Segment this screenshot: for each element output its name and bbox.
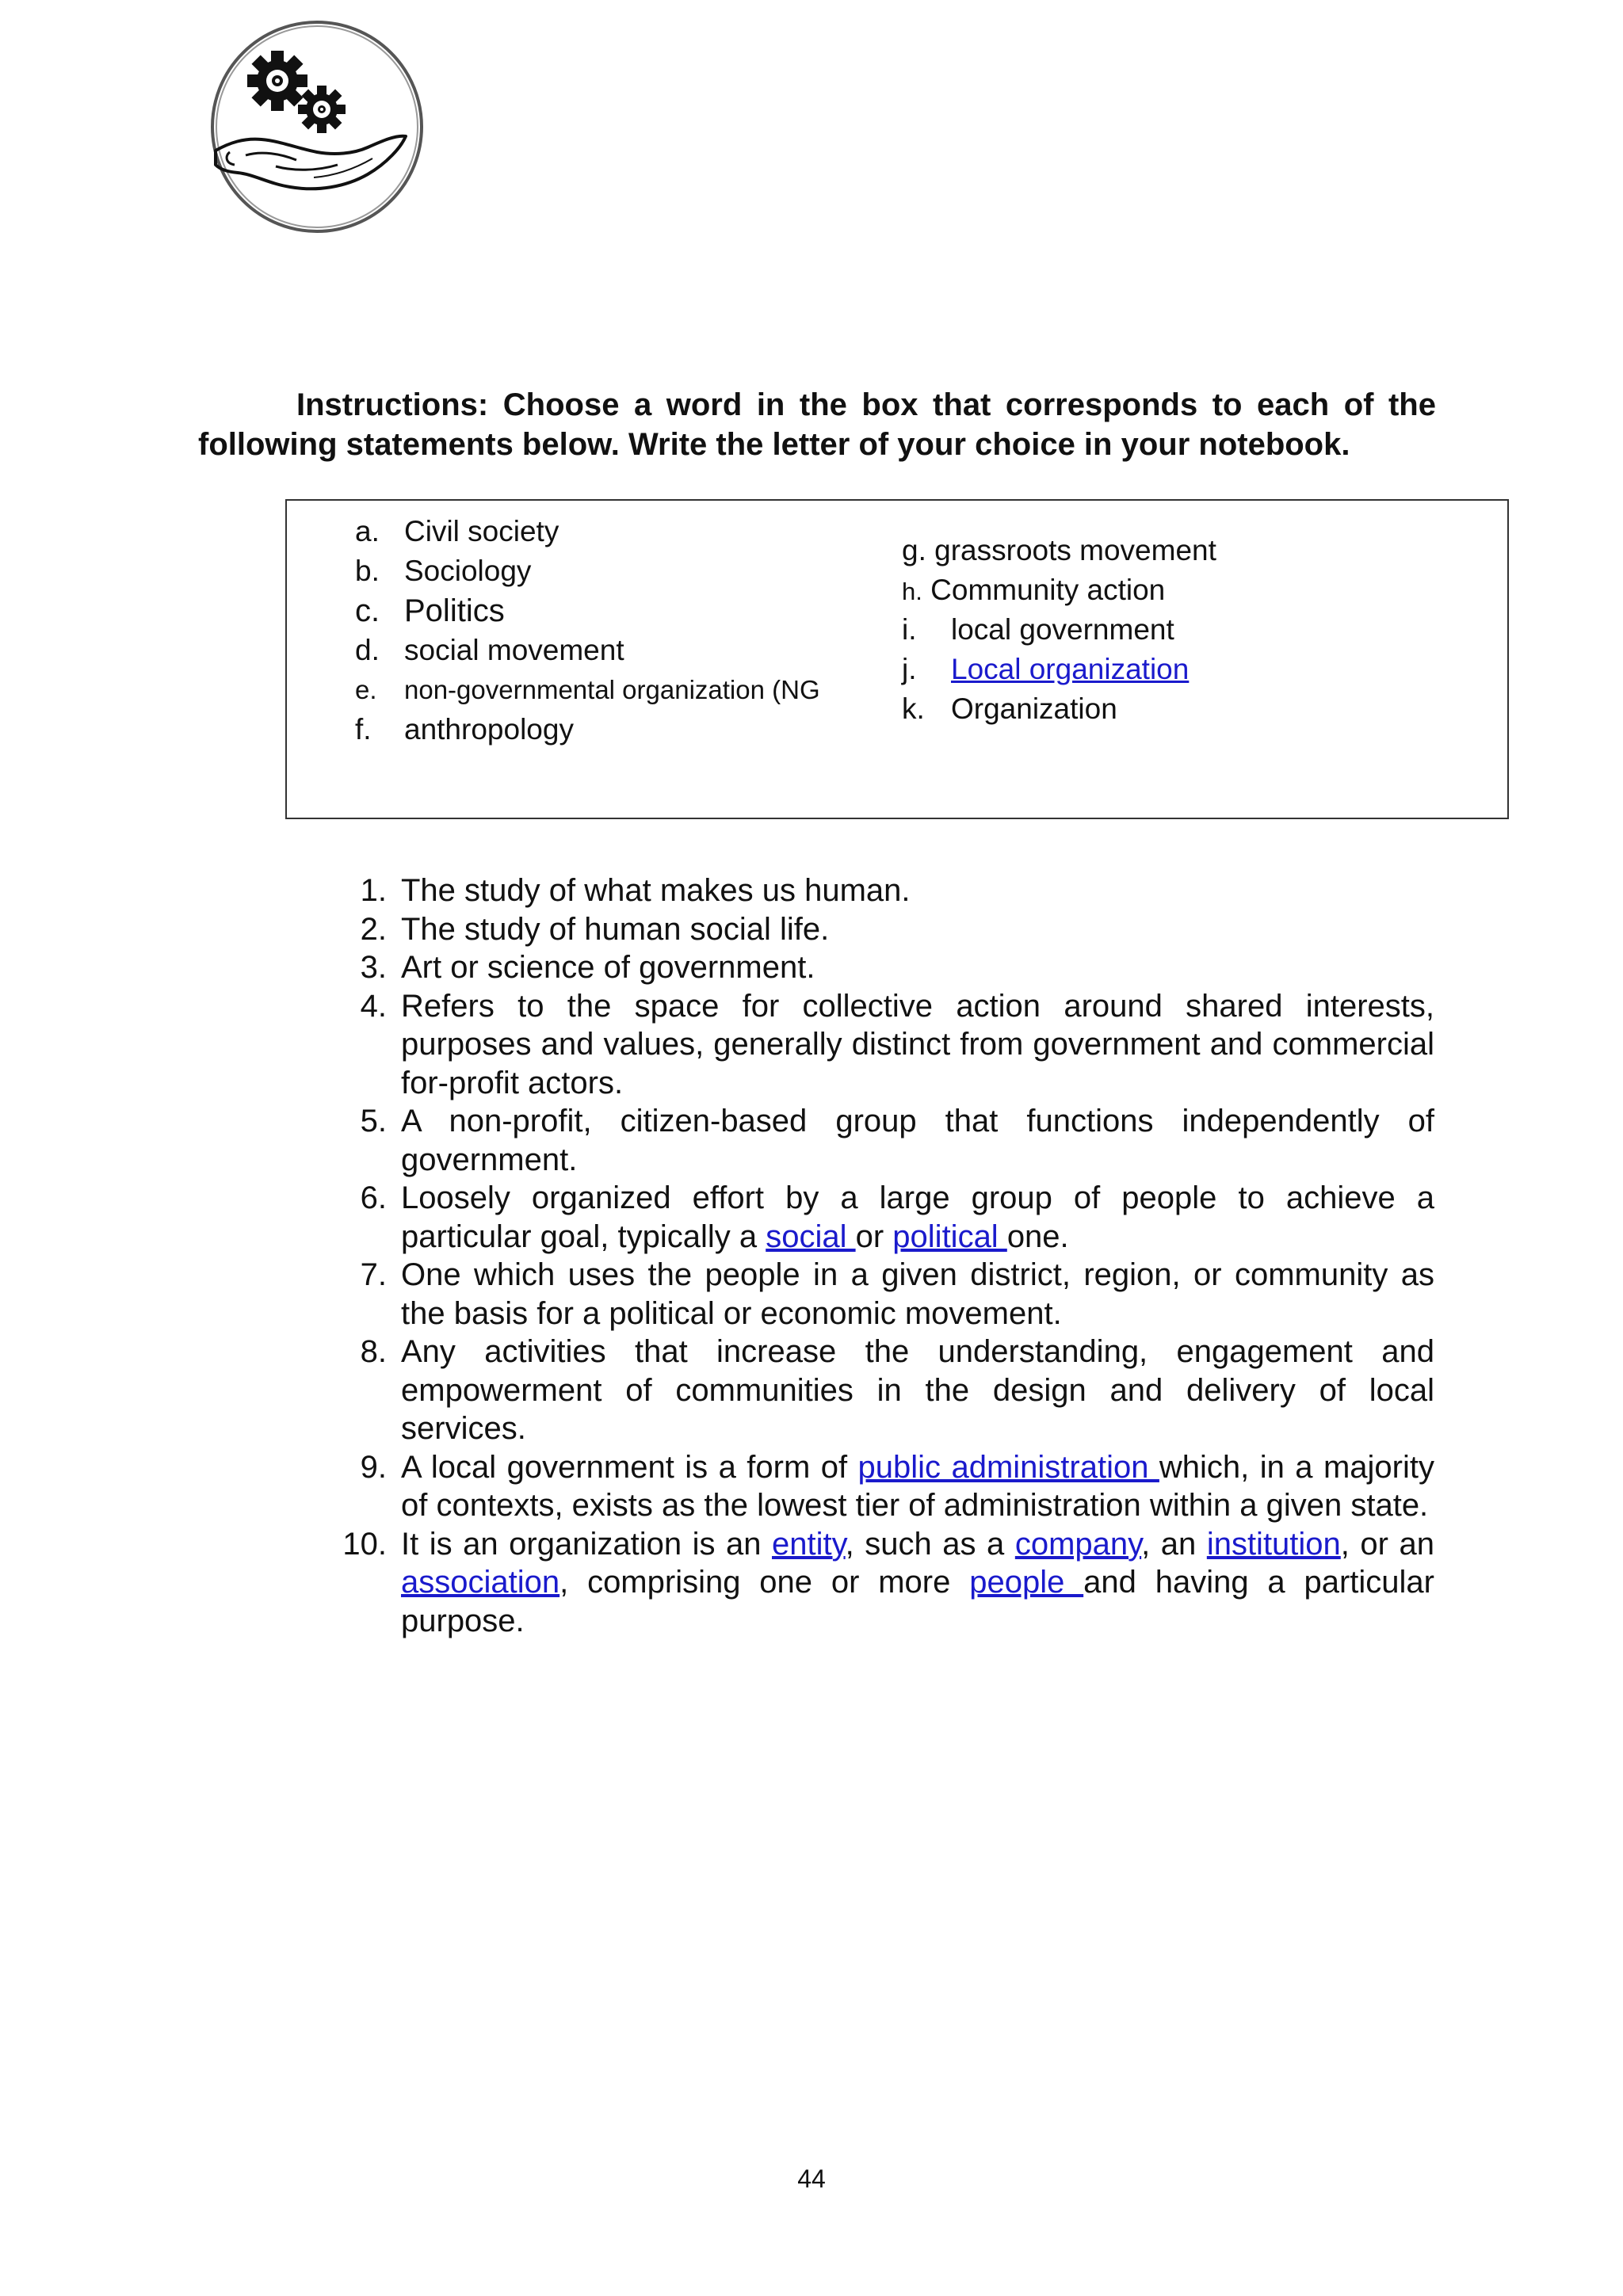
statement-4 bbox=[341, 987, 1434, 1103]
statement-number: 8. bbox=[360, 1334, 387, 1369]
choice-letter: f. bbox=[355, 713, 372, 746]
association-link[interactable]: association bbox=[401, 1565, 560, 1600]
statement-number: 1. bbox=[360, 873, 387, 908]
statement-text: One which uses the people in a given district, region, or community as the basis for a political or economic movement. bbox=[401, 1257, 1434, 1331]
choice-j bbox=[902, 650, 1457, 689]
choice-h bbox=[902, 570, 1457, 610]
choice-word: Civil society bbox=[404, 515, 559, 547]
statement-10 bbox=[341, 1525, 1434, 1641]
gears-in-hand-icon bbox=[198, 8, 436, 246]
choices-left-column bbox=[355, 512, 831, 749]
choice-letter: b. bbox=[355, 555, 380, 587]
statement-7 bbox=[341, 1256, 1434, 1333]
statement-text: or bbox=[855, 1219, 893, 1254]
political-link[interactable]: political bbox=[892, 1219, 1007, 1254]
choices-right-column bbox=[902, 531, 1457, 729]
choice-letter: e. bbox=[355, 675, 377, 704]
statement-text: The study of human social life. bbox=[401, 911, 830, 947]
choice-box bbox=[285, 499, 1509, 819]
company-link[interactable]: company bbox=[1014, 1526, 1142, 1562]
statement-number: 3. bbox=[360, 950, 387, 985]
page-number: 44 bbox=[797, 2164, 826, 2193]
choice-g bbox=[902, 531, 1457, 570]
statement-text: Loosely organized effort by a large group of people to achieve a particular goal, typically a bbox=[401, 1180, 1434, 1254]
statement-text: It is an organization is an bbox=[401, 1526, 773, 1562]
statement-number: 10. bbox=[342, 1526, 387, 1562]
choice-word: non-governmental organization (NG bbox=[404, 675, 820, 704]
statement-2 bbox=[341, 910, 1434, 949]
choice-letter: h. bbox=[902, 578, 922, 605]
choice-word: Sociology bbox=[404, 555, 532, 587]
statement-text: , an bbox=[1141, 1526, 1207, 1562]
choice-letter: d. bbox=[355, 634, 380, 666]
choice-word: Politics bbox=[404, 593, 505, 628]
instructions-line-2: following statements below. Write the letter of your choice in your notebook. bbox=[198, 427, 1350, 462]
choice-word: local government bbox=[951, 613, 1174, 646]
statement-text: , comprising one or more bbox=[559, 1565, 970, 1600]
statement-text: The study of what makes us human. bbox=[401, 873, 911, 908]
choice-letter: k. bbox=[902, 692, 925, 725]
statement-text: and having a particular purpose. bbox=[401, 1565, 1434, 1638]
choice-letter: i. bbox=[902, 613, 917, 646]
instructions-line-1: Instructions: Choose a word in the box that corresponds to each of the bbox=[296, 387, 1436, 422]
statement-number: 5. bbox=[360, 1104, 387, 1138]
choice-b bbox=[355, 551, 831, 591]
instructions bbox=[198, 385, 1436, 464]
local-organization-link[interactable]: Local organization bbox=[951, 653, 1190, 685]
statement-number: 9. bbox=[360, 1449, 387, 1485]
choice-i bbox=[902, 610, 1457, 650]
entity-link[interactable]: entity bbox=[772, 1526, 846, 1562]
choice-letter: j. bbox=[902, 653, 917, 685]
statement-number: 2. bbox=[360, 911, 387, 947]
statement-text: A non-profit, citizen-based group that functions independently of government. bbox=[401, 1104, 1434, 1177]
statement-6 bbox=[341, 1179, 1434, 1256]
institution-link[interactable]: institution bbox=[1206, 1526, 1341, 1562]
choice-word: social movement bbox=[404, 634, 624, 666]
choice-word: Community action bbox=[930, 574, 1166, 606]
statement-number: 4. bbox=[360, 988, 387, 1024]
statement-text: , such as a bbox=[845, 1526, 1015, 1562]
statement-text: , or an bbox=[1340, 1526, 1434, 1562]
choice-d bbox=[355, 631, 831, 670]
choice-f bbox=[355, 710, 831, 749]
people-link[interactable]: people bbox=[969, 1565, 1084, 1600]
choice-letter: g. bbox=[902, 534, 926, 566]
statement-9 bbox=[341, 1448, 1434, 1525]
statement-text: one. bbox=[1006, 1219, 1069, 1254]
choice-letter: a. bbox=[355, 515, 380, 547]
choice-letter: c. bbox=[355, 593, 380, 628]
choice-word: Organization bbox=[951, 692, 1117, 725]
statement-number: 7. bbox=[360, 1257, 387, 1292]
statement-text: Any activities that increase the understanding, engagement and empowerment of communities in the design and delivery of local services. bbox=[401, 1334, 1434, 1446]
statements-list bbox=[341, 871, 1434, 1640]
statement-text: A local government is a form of bbox=[401, 1449, 858, 1485]
choice-word: grassroots movement bbox=[934, 534, 1216, 566]
statement-3 bbox=[341, 948, 1434, 987]
choice-a bbox=[355, 512, 831, 551]
statement-text: Art or science of government. bbox=[401, 950, 815, 985]
statement-text: Refers to the space for collective action around shared interests, purposes and values, generally distinct from government and commercial for-profit actors. bbox=[401, 988, 1434, 1100]
choice-c bbox=[355, 591, 831, 631]
statement-number: 6. bbox=[360, 1180, 387, 1215]
public-administration-link[interactable]: public administration bbox=[857, 1449, 1159, 1485]
statement-1 bbox=[341, 871, 1434, 910]
statement-text: which, in a majority of contexts, exists as the lowest tier of administration within a given state. bbox=[401, 1449, 1434, 1523]
choice-word: anthropology bbox=[404, 713, 574, 746]
statement-8 bbox=[341, 1333, 1434, 1448]
choice-k bbox=[902, 689, 1457, 729]
statement-5 bbox=[341, 1102, 1434, 1179]
choice-e bbox=[355, 670, 831, 710]
social-link[interactable]: social bbox=[766, 1219, 856, 1254]
